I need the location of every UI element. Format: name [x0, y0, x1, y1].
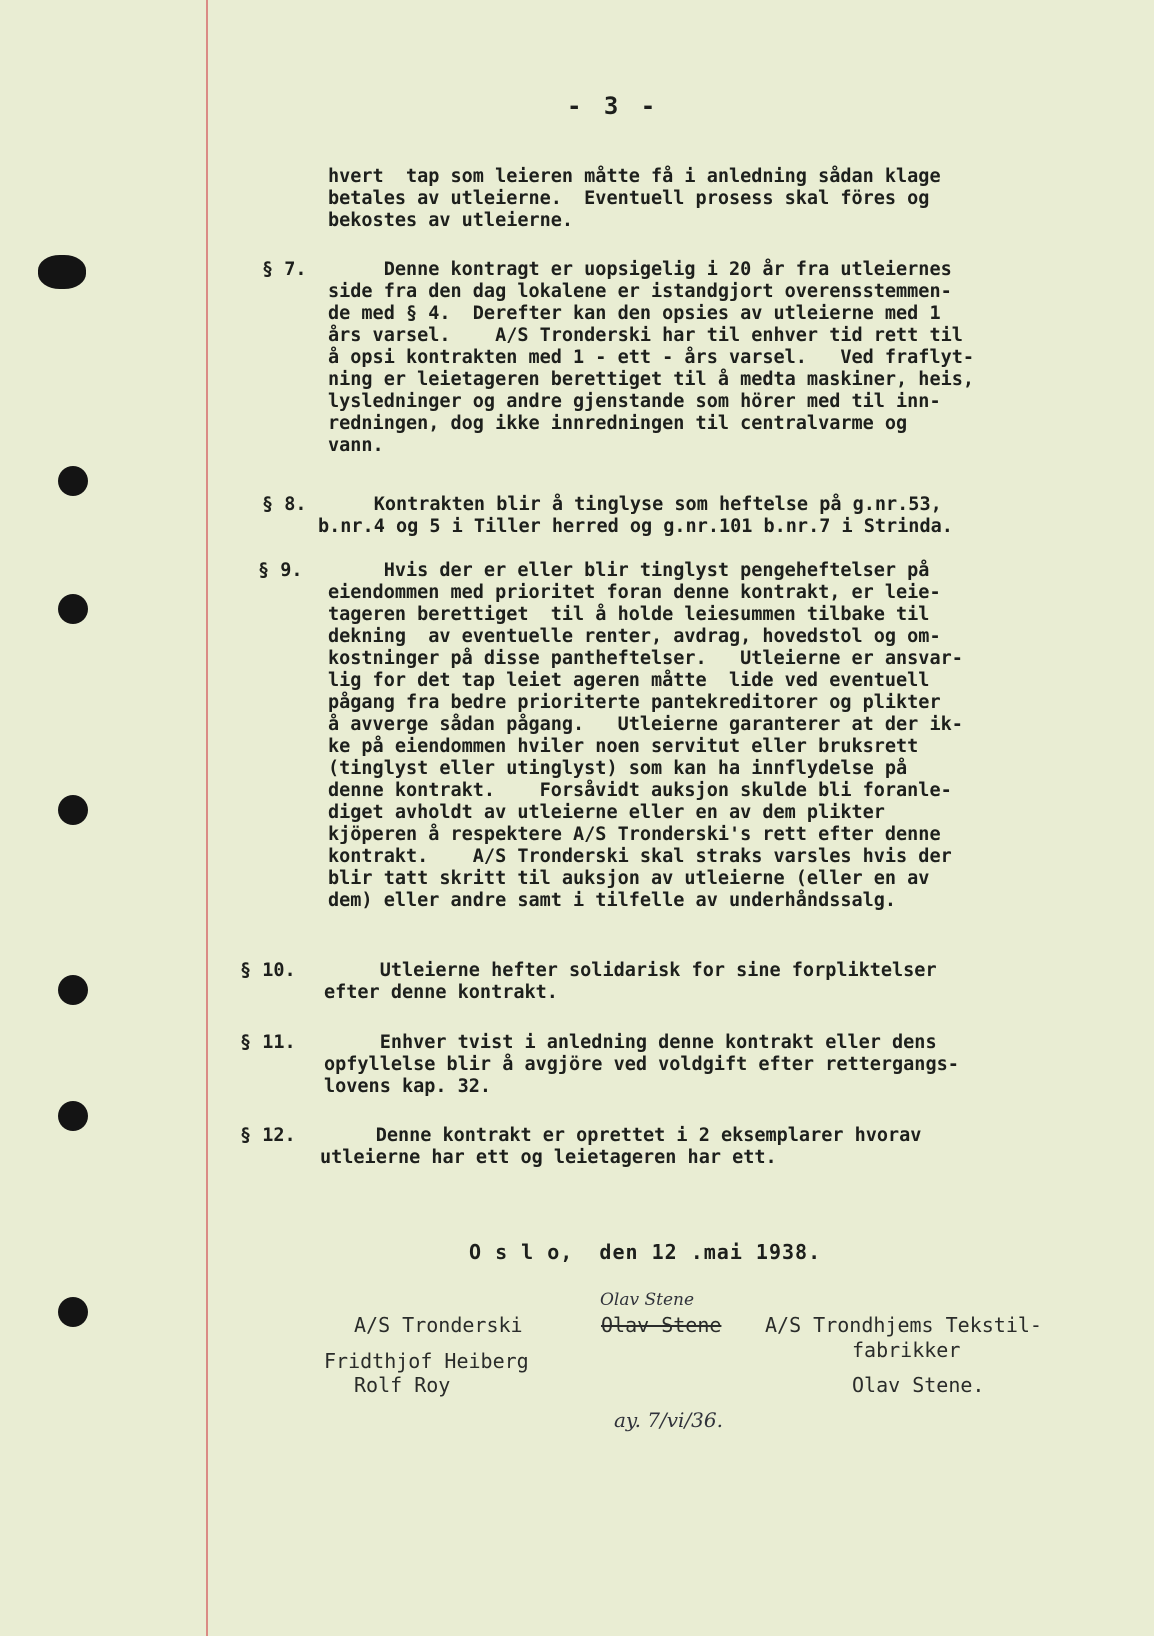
text-line: redningen, dog ikke innredningen til centralvarme og	[328, 413, 908, 434]
punch-hole	[58, 594, 88, 624]
text-line: dekning av eventuelle renter, avdrag, hovedstol og om-	[328, 626, 941, 647]
text-line: hvert tap som leieren måtte få i anledning sådan klage	[328, 166, 941, 187]
text-line: blir tatt skritt til auksjon av utleierne (eller en av	[328, 868, 930, 889]
text-line: (tinglyst eller utinglyst) som kan ha innflydelse på	[328, 758, 908, 779]
page-number: - 3 -	[567, 92, 660, 120]
text-line: ke på eiendommen hviler noen servitut eller bruksrett	[328, 736, 919, 757]
signature-company-right-cont: fabrikker	[852, 1338, 961, 1362]
text-line: dem) eller andre samt i tilfelle av underhåndssalg.	[328, 890, 897, 911]
text-line: kjöperen å respektere A/S Tronderski's rett efter denne	[328, 824, 941, 845]
text-line: bekostes av utleierne.	[328, 210, 574, 231]
text-line: lysledninger og andre gjenstande som hörer med til inn-	[328, 391, 941, 412]
text-line: tageren berettiget til å holde leiesummen tilbake til	[328, 604, 930, 625]
signature-typed-struck: Olav Stene	[601, 1313, 722, 1337]
text-line: å avverge sådan pågang. Utleierne garanterer at der ik-	[328, 714, 963, 735]
margin-rule	[206, 0, 208, 1636]
text-line: betales av utleierne. Eventuell prosess skal föres og	[328, 188, 930, 209]
text-line: å opsi kontrakten med 1 - ett - års varsel. Ved fraflyt-	[328, 347, 975, 368]
text-line: Kontrakten blir å tinglyse som heftelse på g.nr.53,	[318, 494, 942, 515]
text-line: Denne kontrakt er oprettet i 2 eksemplarer hvorav	[320, 1125, 922, 1146]
handwritten-signature: Olav Stene	[600, 1290, 695, 1310]
section-label: § 10.	[240, 960, 296, 981]
punch-hole	[58, 1297, 88, 1327]
text-line: side fra den dag lokalene er istandgjort overensstemmen-	[328, 281, 952, 302]
signature-name: Rolf Roy	[354, 1373, 451, 1397]
handwritten-note: ay. 7/vi/36.	[614, 1408, 723, 1432]
section-label: § 7.	[262, 259, 307, 280]
text-line: Utleierne hefter solidarisk for sine forpliktelser	[324, 960, 937, 981]
punch-hole	[58, 466, 88, 496]
text-line: ning er leietageren berettiget til å medta maskiner, heis,	[328, 369, 975, 390]
text-line: eiendommen med prioritet foran denne kontrakt, er leie-	[328, 582, 941, 603]
section-label: § 9.	[258, 560, 303, 581]
text-line: lovens kap. 32.	[324, 1076, 492, 1097]
text-line: utleierne har ett og leietageren har ett.	[320, 1147, 777, 1168]
text-line: pågang fra bedre prioriterte pantekreditorer og plikter	[328, 692, 941, 713]
text-line: diget avholdt av utleierne eller en av dem plikter	[328, 802, 885, 823]
section-label: § 8.	[262, 494, 307, 515]
signature-company-left: A/S Tronderski	[354, 1313, 523, 1337]
punch-hole	[58, 975, 88, 1005]
text-line: Denne kontragt er uopsigelig i 20 år fra utleiernes	[328, 259, 952, 280]
text-line: Enhver tvist i anledning denne kontrakt eller dens	[324, 1032, 937, 1053]
text-line: kontrakt. A/S Tronderski skal straks varsles hvis der	[328, 846, 952, 867]
punch-hole	[38, 255, 86, 289]
signature-company-right: A/S Trondhjems Tekstil-	[765, 1313, 1042, 1337]
punch-hole	[58, 795, 88, 825]
text-line: b.nr.4 og 5 i Tiller herred og g.nr.101 b.nr.7 i Strinda.	[318, 516, 953, 537]
text-line: de med § 4. Derefter kan den opsies av utleierne med 1	[328, 303, 941, 324]
text-line: denne kontrakt. Forsåvidt auksjon skulde bli foranle-	[328, 780, 952, 801]
text-line: lig for det tap leiet ageren måtte lide ved eventuell	[328, 670, 930, 691]
text-line: efter denne kontrakt.	[324, 982, 558, 1003]
punch-hole	[58, 1101, 88, 1131]
text-line: års varsel. A/S Tronderski har til enhver tid rett til	[328, 325, 963, 346]
text-line: kostninger på disse pantheftelser. Utleierne er ansvar-	[328, 648, 963, 669]
signature-name: Olav Stene.	[852, 1373, 985, 1397]
text-line: vann.	[328, 435, 384, 456]
section-label: § 12.	[240, 1125, 296, 1146]
text-line: Hvis der er eller blir tinglyst pengeheftelser på	[328, 560, 930, 581]
section-label: § 11.	[240, 1032, 296, 1053]
text-line: opfyllelse blir å avgjöre ved voldgift efter rettergangs-	[324, 1054, 959, 1075]
signature-name: Fridthjof Heiberg	[324, 1349, 529, 1373]
place-date-line: O s l o, den 12 .mai 1938.	[469, 1240, 822, 1264]
